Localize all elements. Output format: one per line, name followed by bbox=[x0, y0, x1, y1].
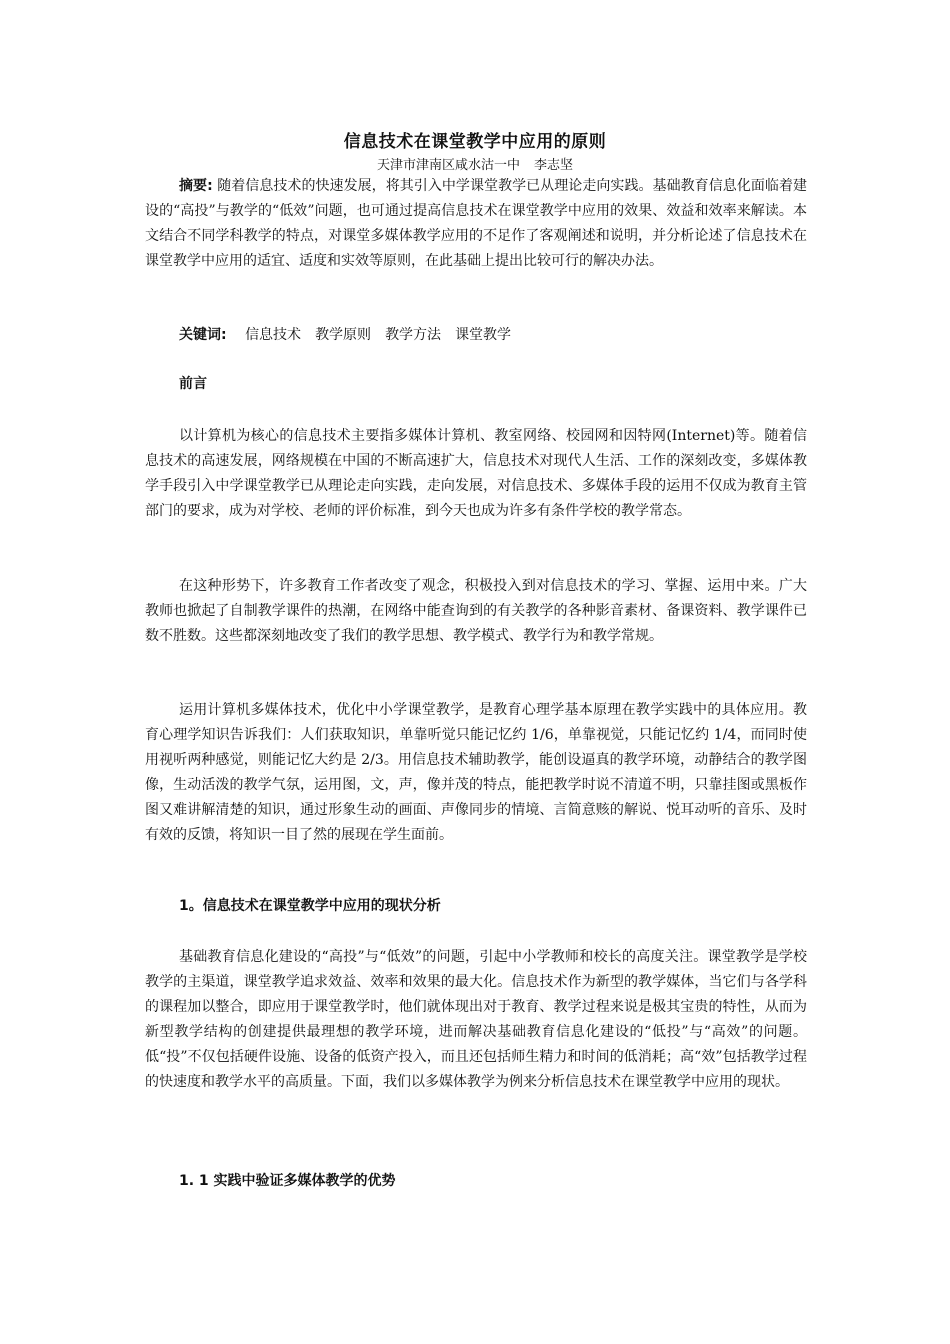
paragraph bbox=[145, 574, 807, 649]
abstract bbox=[145, 174, 807, 274]
paragraph bbox=[145, 424, 807, 524]
abstract-text: 随着信息技术的快速发展，将其引入中学课堂教学已从理论走向实践。基础教育信息化面临着建设的“高投”与教学的“低效”问题，也可通过提高信息技术在课堂教学中应用的效果、效益和效率来解读。本文结合不同学科教学的特点，对课堂多媒体教学应用的不足作了客观阐述和说明，并分析论述了信息技术在课堂教学中应用的适宜、适度和实效等原则，在此基础上提出比较可行的解决办法。 bbox=[145, 178, 807, 269]
page-title: 信息技术在课堂教学中应用的原则 bbox=[343, 132, 607, 152]
section-1-1-heading: 1. 1 实践中验证多媒体教学的优势 bbox=[179, 1173, 396, 1189]
paragraph bbox=[145, 945, 807, 1095]
paragraph bbox=[145, 698, 807, 848]
keyword-item: 信息技术 bbox=[245, 327, 302, 343]
paragraph-text: 基础教育信息化建设的“高投”与“低效”的问题，引起中小学教师和校长的高度关注。课堂教学是学校教学的主渠道，课堂教学追求效益、效率和效果的最大化。信息技术作为新型的教学媒体，当它们与各学科的课程加以整合，即应用于课堂教学时，他们就体现出对于教育、教学过程来说是极其宝贵的特性，从而为新型教学结构的创建提供最理想的教学环境，进而解决基础教育信息化建设的“低投”与“高效”的问题。低“投”不仅包括硬件设施、设备的低资产投入，而且还包括师生精力和时间的低消耗；高“效”包括教学过程的快速度和教学水平的高质量。下面，我们以多媒体教学为例来分析信息技术在课堂教学中应用的现状。 bbox=[145, 949, 807, 1090]
abstract-label: 摘要: bbox=[179, 178, 213, 194]
author-affiliation: 天津市津南区咸水沽一中 bbox=[376, 158, 520, 173]
preface-heading: 前言 bbox=[179, 376, 207, 392]
keywords-line bbox=[179, 323, 807, 348]
keyword-item: 教学原则 bbox=[315, 327, 372, 343]
paragraph-text: 在这种形势下，许多教育工作者改变了观念，积极投入到对信息技术的学习、掌握、运用中来。广大教师也掀起了自制教学课件的热潮，在网络中能查询到的有关教学的各种影音素材、备课资料、教学课件已数不胜数。这些都深刻地改变了我们的教学思想、教学模式、教学行为和教学常规。 bbox=[145, 578, 807, 644]
paragraph-text: 运用计算机多媒体技术，优化中小学课堂教学，是教育心理学基本原理在教学实践中的具体应用。教育心理学知识告诉我们：人们获取知识，单靠听觉只能记忆约 1/6，单靠视觉，只能记忆约 1/4，而同时使用视听两种感觉，则能记忆大约是 2/3。用信息技术辅助教学，能创设逼真的教学环境，动静结合的教学图像，生动活泼的教学气氛，运用图，文，声，像并茂的特点，能把教学时说不清道不明，只靠挂图或黑板作图又难讲解清楚的知识，通过形象生动的画面、声像同步的情境、言简意赅的解说、悦耳动听的音乐、及时有效的反馈，将知识一目了然的展现在学生面前。 bbox=[145, 702, 807, 843]
keyword-item: 教学方法 bbox=[385, 327, 442, 343]
paragraph-text: 以计算机为核心的信息技术主要指多媒体计算机、教室网络、校园网和因特网(Internet)等。随着信息技术的高速发展，网络规模在中国的不断高速扩大，信息技术对现代人生活、工作的深刻改变，多媒体教学手段引入中学课堂教学已从理论走向实践，走向发展，对信息技术、多媒体手段的运用不仅成为教育主管部门的要求，成为对学校、老师的评价标准，到今天也成为许多有条件学校的教学常态。 bbox=[145, 428, 807, 519]
author-line bbox=[0, 154, 950, 173]
keyword-item: 课堂教学 bbox=[455, 327, 512, 343]
section-1-heading: 1。信息技术在课堂教学中应用的现状分析 bbox=[179, 898, 441, 914]
keywords-label: 关键词: bbox=[179, 327, 227, 343]
author-name: 李志坚 bbox=[534, 158, 574, 173]
